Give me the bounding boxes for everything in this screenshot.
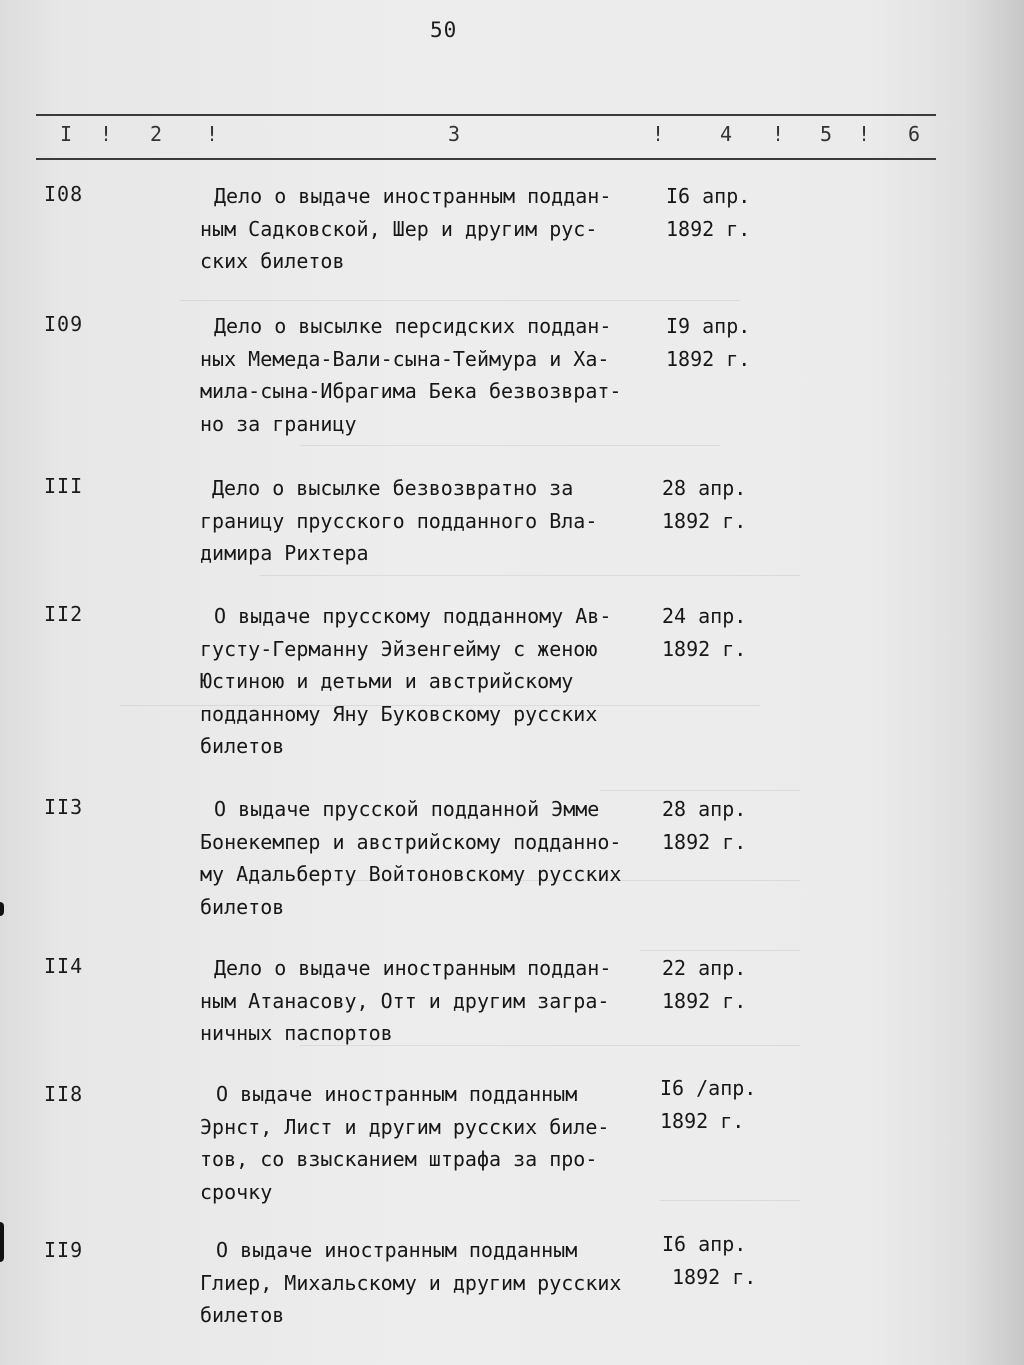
description-line: Дело о выдаче иностранным поддан- [214,956,612,980]
case-date [662,600,746,665]
case-date [660,1072,756,1137]
case-description [200,472,682,570]
description-line: Бонекемпер и австрийскому подданно- [200,829,622,854]
description-line: но за границу [200,411,357,436]
case-date [666,310,750,375]
description-line: Дело о выдаче иностранным поддан- [214,184,612,208]
description-line: границу прусского подданного Вла- [200,508,598,533]
date-line: 28 апр. [662,797,747,821]
description-line: ничных паспортов [200,1021,393,1045]
case-number: I08 [44,182,84,206]
description-line: срочку [200,1179,273,1204]
case-description [200,600,684,763]
case-number: I09 [44,312,84,336]
description-line: билетов [200,1303,285,1327]
case-description [200,310,684,440]
case-number: II2 [44,602,84,626]
description-line: подданному Яну Буковскому русских [200,701,598,726]
description-line: му Адальберту Войтоновскому русских [200,862,622,886]
binding-hole [0,1222,4,1262]
date-line: 1892 г. [672,1264,757,1289]
header-col-5: 5 [820,122,833,146]
header-separator: ! [858,122,871,146]
date-line: 1892 г. [666,346,751,371]
case-date [666,180,750,245]
case-description [200,180,684,278]
case-number: II4 [44,954,84,978]
description-line: мила-сына-Ибрагима Бека безвозврат- [200,379,622,403]
date-line: 22 апр. [662,956,747,980]
date-line: I6 апр. [662,1232,747,1256]
description-line: Глиер, Михальскому и другим русских [200,1270,622,1295]
header-col-4: 4 [720,122,733,146]
page-number: 50 [430,18,458,42]
date-line: I9 апр. [666,314,751,338]
case-number: II9 [44,1238,84,1262]
description-line: густу-Германну Эйзенгейму с женою [200,636,598,661]
case-date [662,793,746,858]
case-description [200,793,684,923]
description-line: билетов [200,734,285,758]
table-header [36,114,936,160]
description-line: Эрнст, Лист и другим русских биле- [200,1114,610,1139]
header-separator: ! [100,122,113,146]
case-date [662,952,746,1017]
description-line: Юстиною и детьми и австрийскому [200,669,574,693]
date-line: 1892 г. [660,1108,745,1133]
case-description [200,952,684,1050]
case-number: III [44,474,84,498]
description-line: О выдаче прусской подданной Эмме [214,797,600,821]
header-col-2: 2 [150,122,163,146]
description-line: ным Садковской, Шер и другим рус- [200,216,598,241]
description-line: О выдаче иностранным подданным [216,1238,578,1262]
date-line: 24 апр. [662,604,747,628]
header-col-1: I [60,122,73,146]
description-line: билетов [200,894,285,919]
description-line: ных Мемеда-Вали-сына-Теймура и Ха- [200,346,610,371]
description-line: ских билетов [200,249,345,273]
description-line: ным Атанасову, Отт и другим загра- [200,988,610,1013]
date-line: I6 апр. [666,184,751,208]
date-line: 28 апр. [662,476,747,500]
date-line: 1892 г. [662,636,747,661]
date-line: 1892 г. [662,988,747,1013]
case-description [200,1078,686,1208]
binding-hole [0,902,4,916]
page-edge-shadow [964,0,1024,1365]
case-number: II8 [44,1082,84,1106]
header-separator: ! [772,122,785,146]
case-date [662,1228,756,1293]
date-line: I6 /апр. [660,1076,757,1100]
header-col-6: 6 [908,122,921,146]
description-line: Дело о высылке безвозвратно за [212,476,574,500]
description-line: Дело о высылке персидских поддан- [214,314,612,338]
case-date [662,472,746,537]
case-description [200,1234,686,1332]
header-separator: ! [206,122,219,146]
date-line: 1892 г. [662,508,747,533]
description-line: О выдаче иностранным подданным [216,1082,578,1106]
description-line: О выдаче прусскому подданному Ав- [214,604,612,628]
description-line: тов, со взысканием штрафа за про- [200,1147,598,1171]
date-line: 1892 г. [666,216,751,241]
header-separator: ! [652,122,665,146]
case-number: II3 [44,795,84,819]
header-col-3: 3 [448,122,461,146]
description-line: димира Рихтера [200,541,369,565]
date-line: 1892 г. [662,829,747,854]
